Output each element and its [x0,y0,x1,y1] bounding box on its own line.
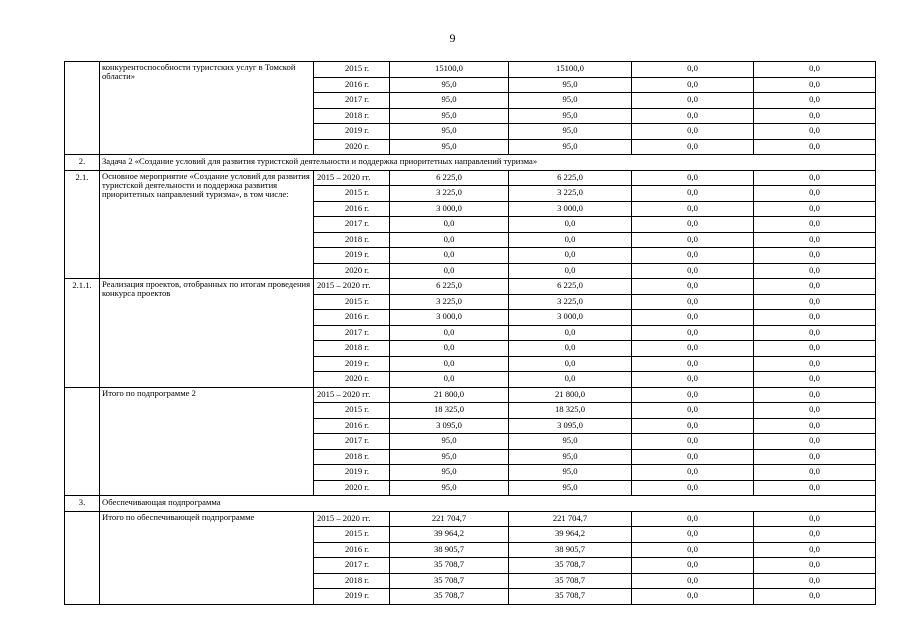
value-cell: 21 800,0 [509,387,632,403]
year-cell: 2018 г. [314,232,390,248]
value-cell: 0,0 [632,186,754,202]
value-cell: 35 708,7 [509,558,632,574]
year-cell: 2019 г. [314,589,390,605]
value-cell: 95,0 [509,124,632,140]
row-number [65,511,100,604]
year-cell: 2015 г. [314,62,390,78]
value-cell: 0,0 [754,325,876,341]
year-cell: 2016 г. [314,542,390,558]
table-row [65,62,876,78]
value-cell: 95,0 [390,465,509,481]
value-cell: 39 964,2 [509,527,632,543]
row-number: 2.1.1. [65,279,100,388]
value-cell: 0,0 [632,217,754,233]
row-number [65,62,100,155]
value-cell: 0,0 [632,372,754,388]
row-number: 2. [65,155,100,171]
value-cell: 0,0 [632,465,754,481]
value-cell: 0,0 [632,93,754,109]
value-cell: 0,0 [632,356,754,372]
value-cell: 0,0 [754,356,876,372]
year-cell: 2016 г. [314,310,390,326]
value-cell: 0,0 [509,217,632,233]
year-cell: 2015 – 2020 гг. [314,170,390,186]
value-cell: 0,0 [754,294,876,310]
year-cell: 2019 г. [314,248,390,264]
value-cell: 0,0 [632,139,754,155]
value-cell: 3 000,0 [509,310,632,326]
year-cell: 2020 г. [314,263,390,279]
value-cell: 95,0 [390,139,509,155]
value-cell: 221 704,7 [509,511,632,527]
value-cell: 38 905,7 [509,542,632,558]
table-row [65,170,876,186]
value-cell: 0,0 [632,589,754,605]
value-cell: 0,0 [754,527,876,543]
year-cell: 2019 г. [314,465,390,481]
value-cell: 0,0 [632,310,754,326]
value-cell: 0,0 [632,248,754,264]
value-cell: 0,0 [509,372,632,388]
year-cell: 2018 г. [314,108,390,124]
value-cell: 95,0 [390,108,509,124]
year-cell: 2015 – 2020 гг. [314,387,390,403]
value-cell: 3 000,0 [509,201,632,217]
value-cell: 0,0 [754,248,876,264]
year-cell: 2015 г. [314,294,390,310]
value-cell: 0,0 [632,62,754,78]
value-cell: 0,0 [632,341,754,357]
value-cell: 95,0 [390,449,509,465]
value-cell: 15100,0 [390,62,509,78]
value-cell: 39 964,2 [390,527,509,543]
year-cell: 2020 г. [314,480,390,496]
value-cell: 0,0 [632,558,754,574]
value-cell: 35 708,7 [390,558,509,574]
item-name: конкурентоспособности туристских услуг в Томской области» [100,62,314,155]
value-cell: 0,0 [390,325,509,341]
value-cell: 95,0 [509,480,632,496]
value-cell: 0,0 [754,542,876,558]
year-cell: 2017 г. [314,325,390,341]
value-cell: 95,0 [390,480,509,496]
value-cell: 95,0 [509,465,632,481]
value-cell: 0,0 [509,232,632,248]
year-cell: 2016 г. [314,77,390,93]
value-cell: 95,0 [509,93,632,109]
table-row [65,387,876,403]
value-cell: 0,0 [754,403,876,419]
value-cell: 3 225,0 [509,294,632,310]
value-cell: 0,0 [509,325,632,341]
value-cell: 0,0 [632,201,754,217]
value-cell: 18 325,0 [390,403,509,419]
value-cell: 95,0 [390,124,509,140]
table-row [65,279,876,295]
year-cell: 2018 г. [314,449,390,465]
value-cell: 0,0 [632,279,754,295]
value-cell: 95,0 [390,93,509,109]
value-cell: 0,0 [509,263,632,279]
year-cell: 2018 г. [314,573,390,589]
value-cell: 0,0 [754,201,876,217]
value-cell: 15100,0 [509,62,632,78]
value-cell: 0,0 [632,124,754,140]
value-cell: 6 225,0 [509,170,632,186]
year-cell: 2017 г. [314,217,390,233]
year-cell: 2017 г. [314,93,390,109]
value-cell: 0,0 [754,217,876,233]
value-cell: 0,0 [754,418,876,434]
year-cell: 2015 г. [314,527,390,543]
value-cell: 3 225,0 [509,186,632,202]
value-cell: 95,0 [509,108,632,124]
row-number [65,387,100,496]
value-cell: 0,0 [390,263,509,279]
value-cell: 3 095,0 [509,418,632,434]
item-name: Реализация проектов, отобранных по итогам проведения конкурса проектов [100,279,314,388]
value-cell: 95,0 [390,434,509,450]
value-cell: 35 708,7 [509,589,632,605]
year-cell: 2015 – 2020 гг. [314,279,390,295]
value-cell: 0,0 [754,480,876,496]
value-cell: 0,0 [632,542,754,558]
value-cell: 95,0 [509,434,632,450]
task-title: Задача 2 «Создание условий для развития туристской деятельности и поддержка приоритетных направлений туризма» [100,155,876,171]
year-cell: 2018 г. [314,341,390,357]
value-cell: 0,0 [754,434,876,450]
value-cell: 0,0 [632,527,754,543]
value-cell: 95,0 [390,77,509,93]
value-cell: 0,0 [632,573,754,589]
value-cell: 0,0 [754,511,876,527]
value-cell: 0,0 [632,449,754,465]
value-cell: 0,0 [632,232,754,248]
value-cell: 0,0 [754,465,876,481]
value-cell: 0,0 [390,356,509,372]
task-title: Обеспечивающая подпрограмма [100,496,876,512]
value-cell: 3 095,0 [390,418,509,434]
year-cell: 2016 г. [314,418,390,434]
value-cell: 0,0 [754,108,876,124]
value-cell: 0,0 [754,372,876,388]
value-cell: 6 225,0 [390,170,509,186]
year-cell: 2017 г. [314,558,390,574]
task-row [65,496,876,512]
value-cell: 0,0 [390,217,509,233]
item-name: Итого по подпрограмме 2 [100,387,314,496]
year-cell: 2015 г. [314,186,390,202]
value-cell: 0,0 [632,434,754,450]
value-cell: 95,0 [509,139,632,155]
value-cell: 0,0 [754,77,876,93]
item-name: Итого по обеспечивающей подпрограмме [100,511,314,604]
value-cell: 0,0 [754,186,876,202]
value-cell: 0,0 [754,170,876,186]
value-cell: 0,0 [632,403,754,419]
value-cell: 0,0 [754,589,876,605]
value-cell: 6 225,0 [509,279,632,295]
value-cell: 6 225,0 [390,279,509,295]
item-name: Основное мероприятие «Создание условий для развития туристской деятельности и поддержка развития приоритетных направлений туризма», в том числе: [100,170,314,279]
value-cell: 0,0 [632,108,754,124]
value-cell: 0,0 [754,449,876,465]
value-cell: 0,0 [754,124,876,140]
value-cell: 0,0 [632,418,754,434]
value-cell: 0,0 [754,232,876,248]
value-cell: 0,0 [754,279,876,295]
year-cell: 2015 г. [314,403,390,419]
value-cell: 0,0 [754,93,876,109]
value-cell: 221 704,7 [390,511,509,527]
value-cell: 0,0 [754,387,876,403]
year-cell: 2015 – 2020 гг. [314,511,390,527]
year-cell: 2019 г. [314,356,390,372]
value-cell: 38 905,7 [390,542,509,558]
value-cell: 35 708,7 [390,573,509,589]
value-cell: 0,0 [754,62,876,78]
value-cell: 3 225,0 [390,294,509,310]
value-cell: 0,0 [754,341,876,357]
value-cell: 35 708,7 [509,573,632,589]
year-cell: 2019 г. [314,124,390,140]
value-cell: 18 325,0 [509,403,632,419]
value-cell: 0,0 [390,372,509,388]
page-number: 9 [449,31,456,45]
value-cell: 0,0 [509,341,632,357]
value-cell: 0,0 [754,139,876,155]
value-cell: 0,0 [632,480,754,496]
table-row [65,511,876,527]
year-cell: 2020 г. [314,372,390,388]
value-cell: 0,0 [632,263,754,279]
value-cell: 0,0 [632,77,754,93]
value-cell: 0,0 [632,387,754,403]
value-cell: 0,0 [754,573,876,589]
value-cell: 0,0 [632,511,754,527]
value-cell: 35 708,7 [390,589,509,605]
year-cell: 2016 г. [314,201,390,217]
year-cell: 2017 г. [314,434,390,450]
budget-table [64,61,876,605]
value-cell: 0,0 [754,558,876,574]
value-cell: 0,0 [390,232,509,248]
value-cell: 3 225,0 [390,186,509,202]
row-number: 3. [65,496,100,512]
value-cell: 0,0 [509,356,632,372]
value-cell: 0,0 [509,248,632,264]
row-number: 2.1. [65,170,100,279]
value-cell: 0,0 [754,310,876,326]
value-cell: 0,0 [632,170,754,186]
value-cell: 21 800,0 [390,387,509,403]
value-cell: 3 000,0 [390,310,509,326]
value-cell: 0,0 [632,294,754,310]
value-cell: 0,0 [632,325,754,341]
value-cell: 95,0 [509,449,632,465]
task-row [65,155,876,171]
year-cell: 2020 г. [314,139,390,155]
value-cell: 0,0 [754,263,876,279]
value-cell: 0,0 [390,341,509,357]
value-cell: 3 000,0 [390,201,509,217]
value-cell: 0,0 [390,248,509,264]
value-cell: 95,0 [509,77,632,93]
